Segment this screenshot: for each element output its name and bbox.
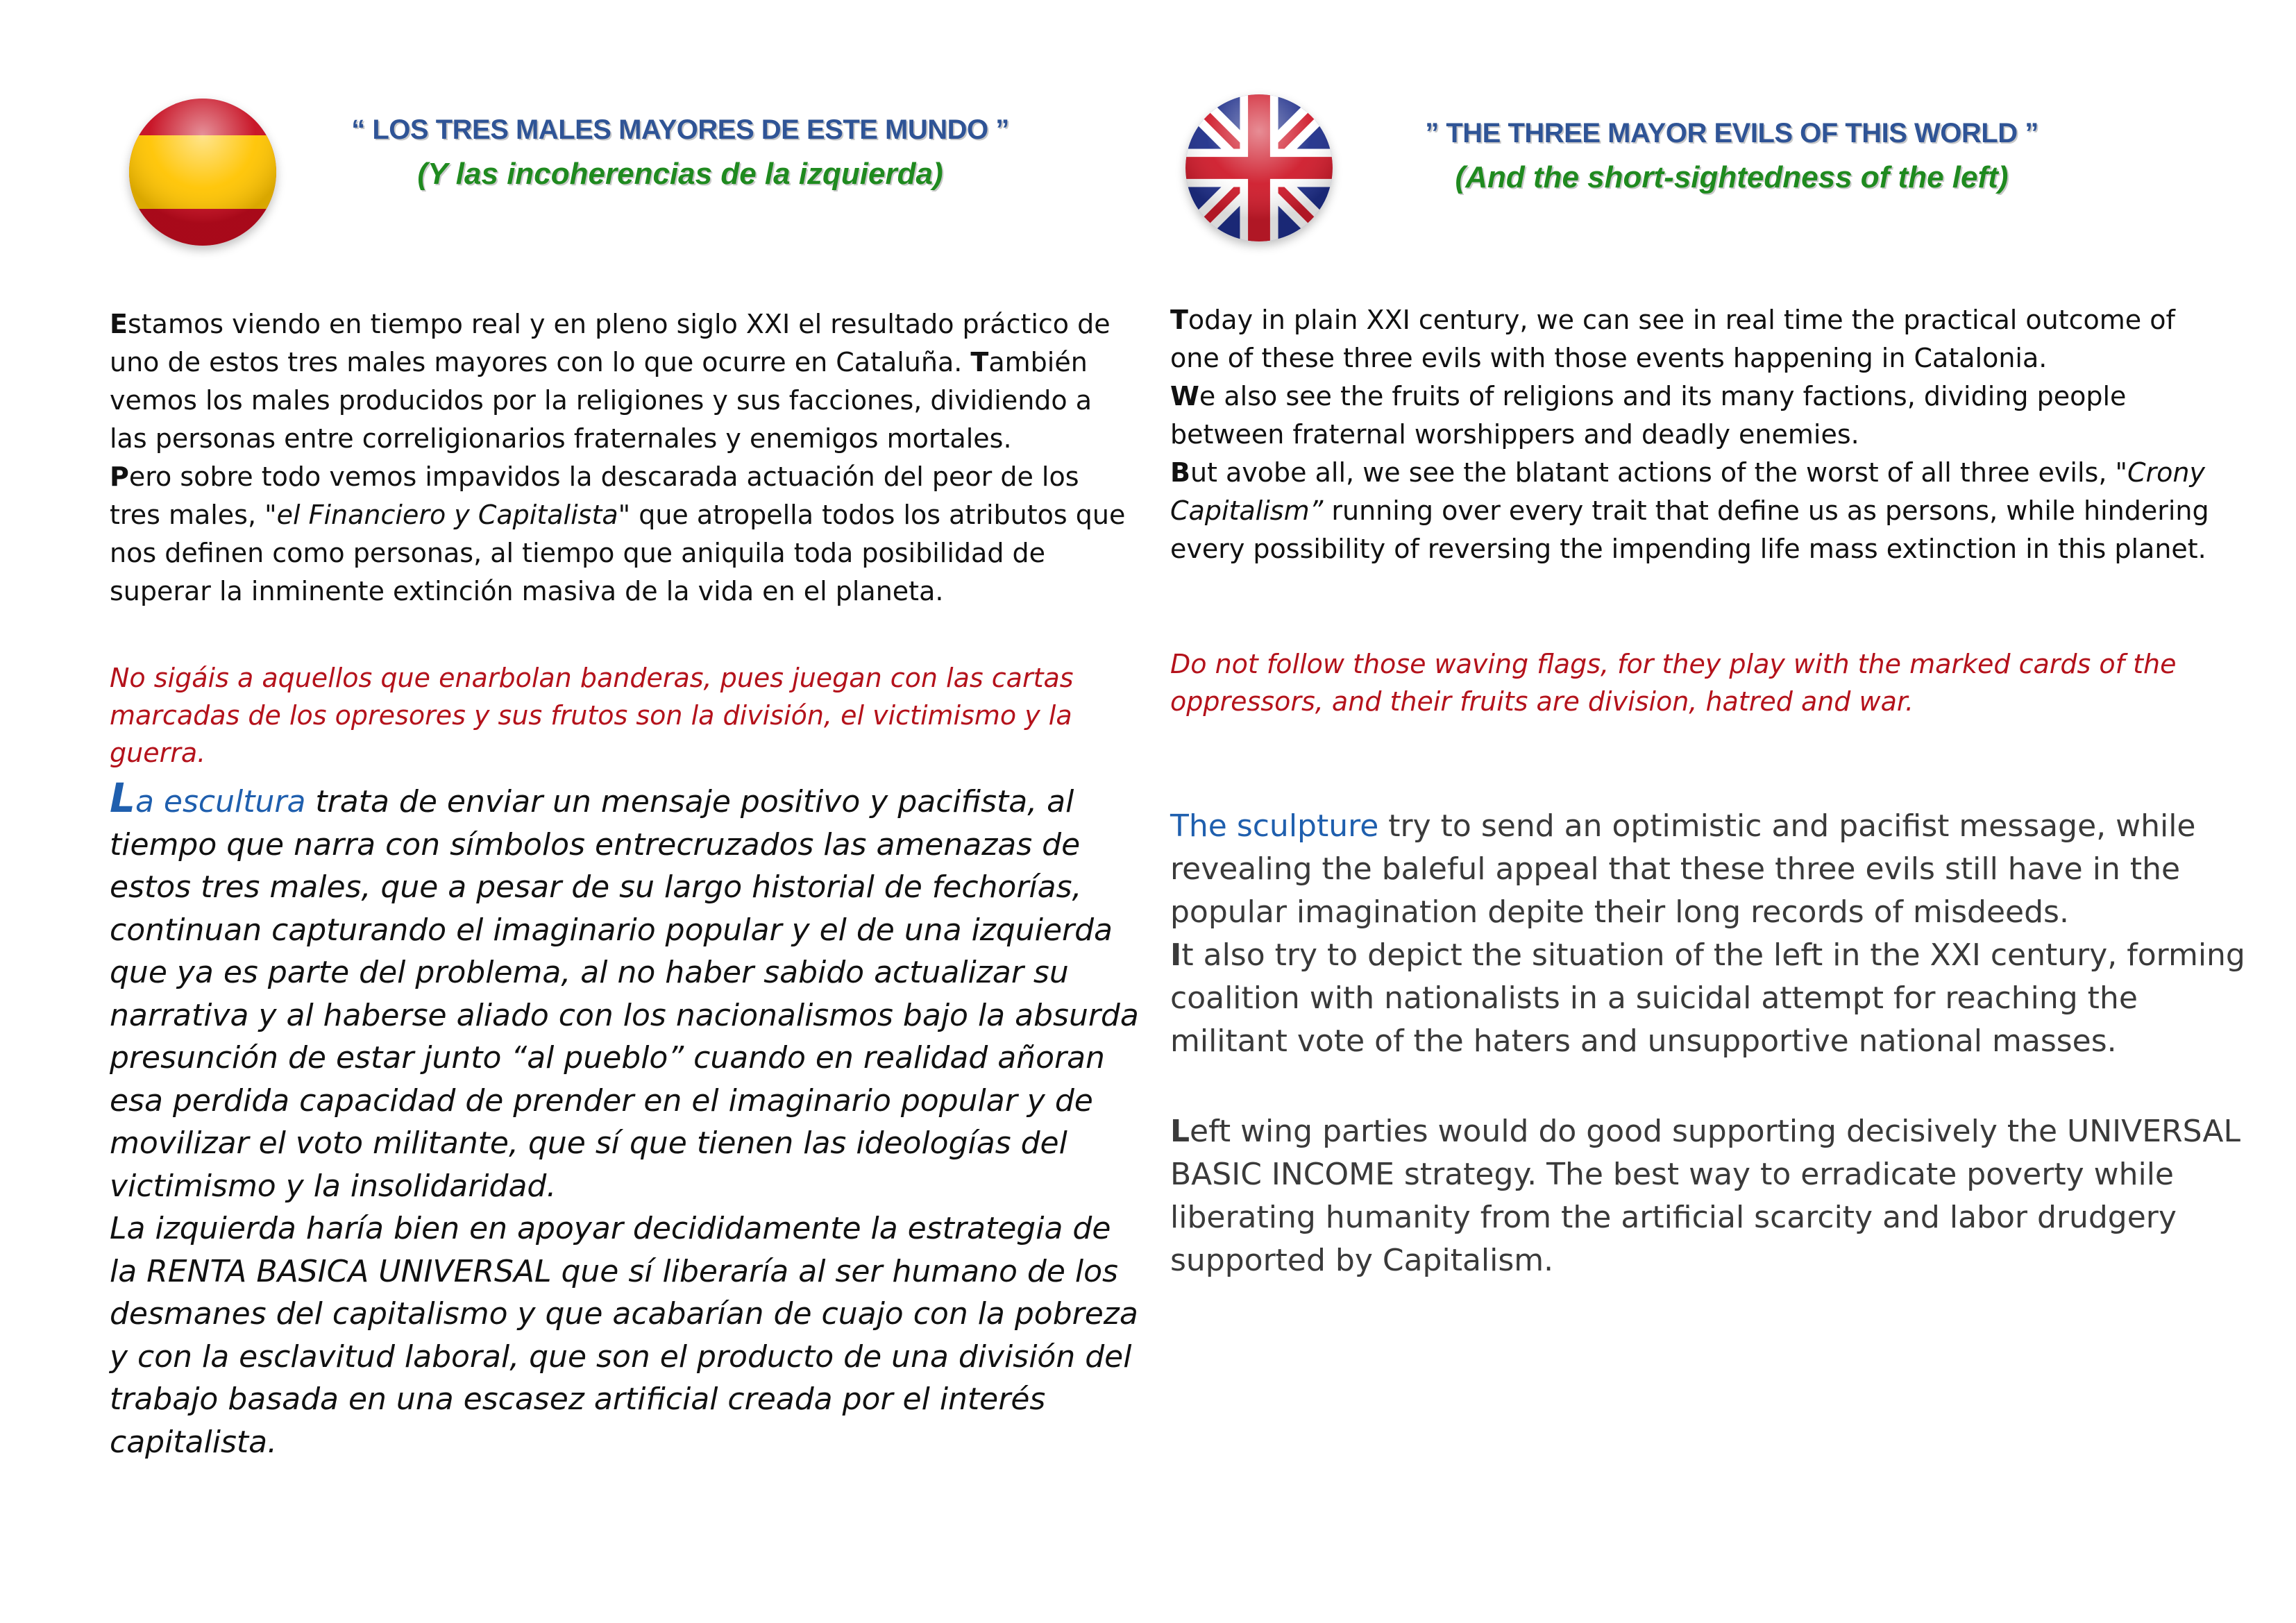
english-closing-text: Left wing parties would do good supporting decisively the UNIVERSAL BASIC INCOME strategy. The best way to erradicate poverty while liberating humanity from the artificial scarcity and labor drudgery supported by Capitalism. [1170,1114,2240,1278]
spain-flag-icon [129,99,276,246]
page-title: “ LOS TRES MALES MAYORES DE ESTE MUNDO ” [351,114,1009,145]
spanish-sculpture-text: La escultura trata de enviar un mensaje positivo y pacifista, al tiempo que narra con símbolos entrecruzados las amenazas de estos tres males, que a pesar de su largo historial de fechorías, continuan capturando el imaginario popular y el de una izquierda que ya es parte del problema, al no haber sabido actualizar su narrativa y al haberse aliado con los nacionalismos bajo la absurda presunción de estar junto “al pueblo” cuando en realidad añoran esa perdida capacidad de prender en el imaginario popular y de movilizar el voto militante, que sí que tienen las ideologías del victimismo y la insolidaridad. La izquierda haría bien en apoyar decididamente la estrategia de la RENTA BASICA UNIVERSAL que sí liberaría al ser humano de los desmanes del capitalismo y que acabarían de cuajo con la pobreza y con la esclavitud laboral, que son el producto de una división del trabajo basada en una escasez artificial creada por el interés capitalista. [110,774,1139,1460]
english-sculpture-text: The sculpture try to send an optimistic and pacifist message, while revealing the baleful appeal that these three evils still have in the popular imagination depite their long records of misdeeds. It also try to depict the situation of the left in the XXI century, forming coalition with nationalists in a suicidal attempt for reaching the militant vote of the haters and unsupportive national masses. [1170,808,2245,1059]
spanish-title-block [278,114,1083,192]
spanish-warning-text: No sigáis a aquellos que enarbolan banderas, pues juegan con las cartas marcadas de los opresores y sus frutos son la división, el victimismo y la guerra. [110,663,1074,768]
english-paragraph-3: But avobe all, we see the blatant actions of the worst of all three evils, "Crony Capitalism” running over every trait that define us as persons, while hindering every possibility of reversing the impending life mass extinction in this planet. [1170,457,2209,564]
spanish-paragraph-2: Pero sobre todo vemos impavidos la descarada actuación del peor de los tres males, "el Financiero y Capitalista" que atropella todos los atributos que nos definen como personas, al tiempo que aniquila toda posibilidad de superar la inminente extinción masiva de la vida en el planeta. [110,461,1126,606]
page-subtitle: (Y las incoherencias de la izquierda) [417,157,943,191]
spanish-paragraph-1: Estamos viendo en tiempo real y en pleno siglo XXI el resultado práctico de uno de estos tres males mayores con lo que ocurre en Cataluña. También vemos los males producidos por la religiones y sus facciones, dividiendo a las personas entre correligionarios fraternales y enemigos mortales. [110,309,1111,454]
english-title-block [1353,118,2110,195]
english-paragraph-1: Today in plain XXI century, we can see in real time the practical outcome of one of these three evils with those events happening in Catalonia. [1170,305,2175,373]
english-warning-text: Do not follow those waving flags, for they play with the marked cards of the oppressors, and their fruits are division, hatred and war. [1170,649,2177,717]
page-title-english: ” THE THREE MAYOR EVILS OF THIS WORLD ” [1425,118,2038,148]
uk-flag-icon [1185,94,1333,241]
page-subtitle-english: (And the short-sightedness of the left) [1455,160,2009,194]
english-intro-text [1170,301,2225,568]
english-paragraph-2: We also see the fruits of religions and its many factions, dividing people between fraternal worshippers and deadly enemies. [1170,381,2127,450]
spanish-intro-text [110,305,1137,611]
